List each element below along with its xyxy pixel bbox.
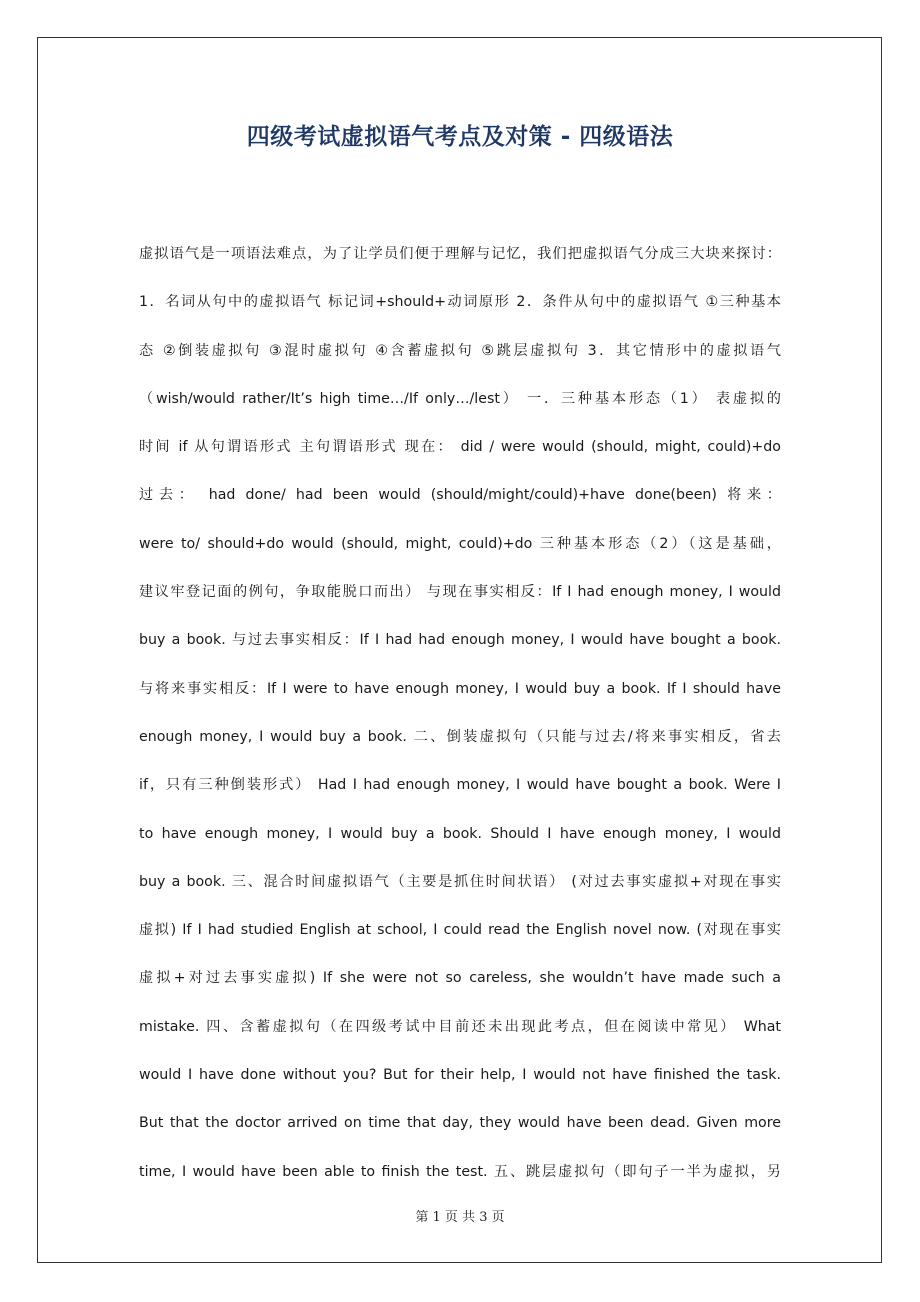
body-line: （wish/would rather/It’s high time…/If only…/lest） 一．三种基本形态（1） 表虚拟的 <box>139 390 781 407</box>
body-line: 态 ②倒装虚拟句 ③混时虚拟句 ④含蓄虚拟句 ⑤跳层虚拟句 3．其它情形中的虚拟语气 <box>139 342 781 359</box>
body-line: 过去： had done/ had been would (should/might/could)+have done(been) 将来： <box>139 487 781 504</box>
page-number: 第 1 页 共 3 页 <box>415 1210 505 1225</box>
body-line: enough money, I would buy a book. 二、倒装虚拟句（只能与过去/将来事实相反，省去 <box>139 728 781 745</box>
body-line: 虚拟) If I had studied English at school, I could read the English novel now. (对现在事实 <box>139 922 781 939</box>
body-line: if，只有三种倒装形式） Had I had enough money, I would have bought a book. Were I <box>139 777 781 794</box>
body-line: 1．名词从句中的虚拟语气 标记词+should+动词原形 2．条件从句中的虚拟语气 ①三种基本 <box>139 294 781 311</box>
body-line: 时间 if 从句谓语形式 主句谓语形式 现在： did / were would (should, might, could)+do <box>139 439 781 456</box>
body-line: to have enough money, I would buy a book. Should I have enough money, I would <box>139 825 781 842</box>
body-line: were to/ should+do would (should, might, could)+do 三种基本形态（2）（这是基础， <box>139 535 781 552</box>
body-line: time, I would have been able to finish the test. 五、跳层虚拟句（即句子一半为虚拟，另 <box>139 1163 781 1180</box>
body-line: But that the doctor arrived on time that day, they would have been dead. Given more <box>139 1115 781 1132</box>
body-line: 虚拟语气是一项语法难点，为了让学员们便于理解与记忆，我们把虚拟语气分成三大块来探讨： <box>139 246 781 262</box>
body-line: buy a book. 与过去事实相反：If I had had enough money, I would have bought a book. <box>139 632 781 649</box>
body-line: 建议牢登记面的例句，争取能脱口而出） 与现在事实相反：If I had enough money, I would <box>139 584 781 601</box>
body-line: mistake. 四、含蓄虚拟句（在四级考试中目前还未出现此考点，但在阅读中常见） What <box>139 1018 781 1035</box>
body-line: would I have done without you? But for their help, I would not have finished the task. <box>139 1067 781 1084</box>
document-body <box>139 230 781 1196</box>
body-line: buy a book. 三、混合时间虚拟语气（主要是抓住时间状语） (对过去事实虚拟+对现在事实 <box>139 873 781 890</box>
body-line: 虚拟+对过去事实虚拟) If she were not so careless, she wouldn’t have made such a <box>139 970 781 987</box>
body-line: 与将来事实相反：If I were to have enough money, I would buy a book. If I should have <box>139 680 781 697</box>
document-title: 四级考试虚拟语气考点及对策 - 四级语法 <box>246 124 674 150</box>
